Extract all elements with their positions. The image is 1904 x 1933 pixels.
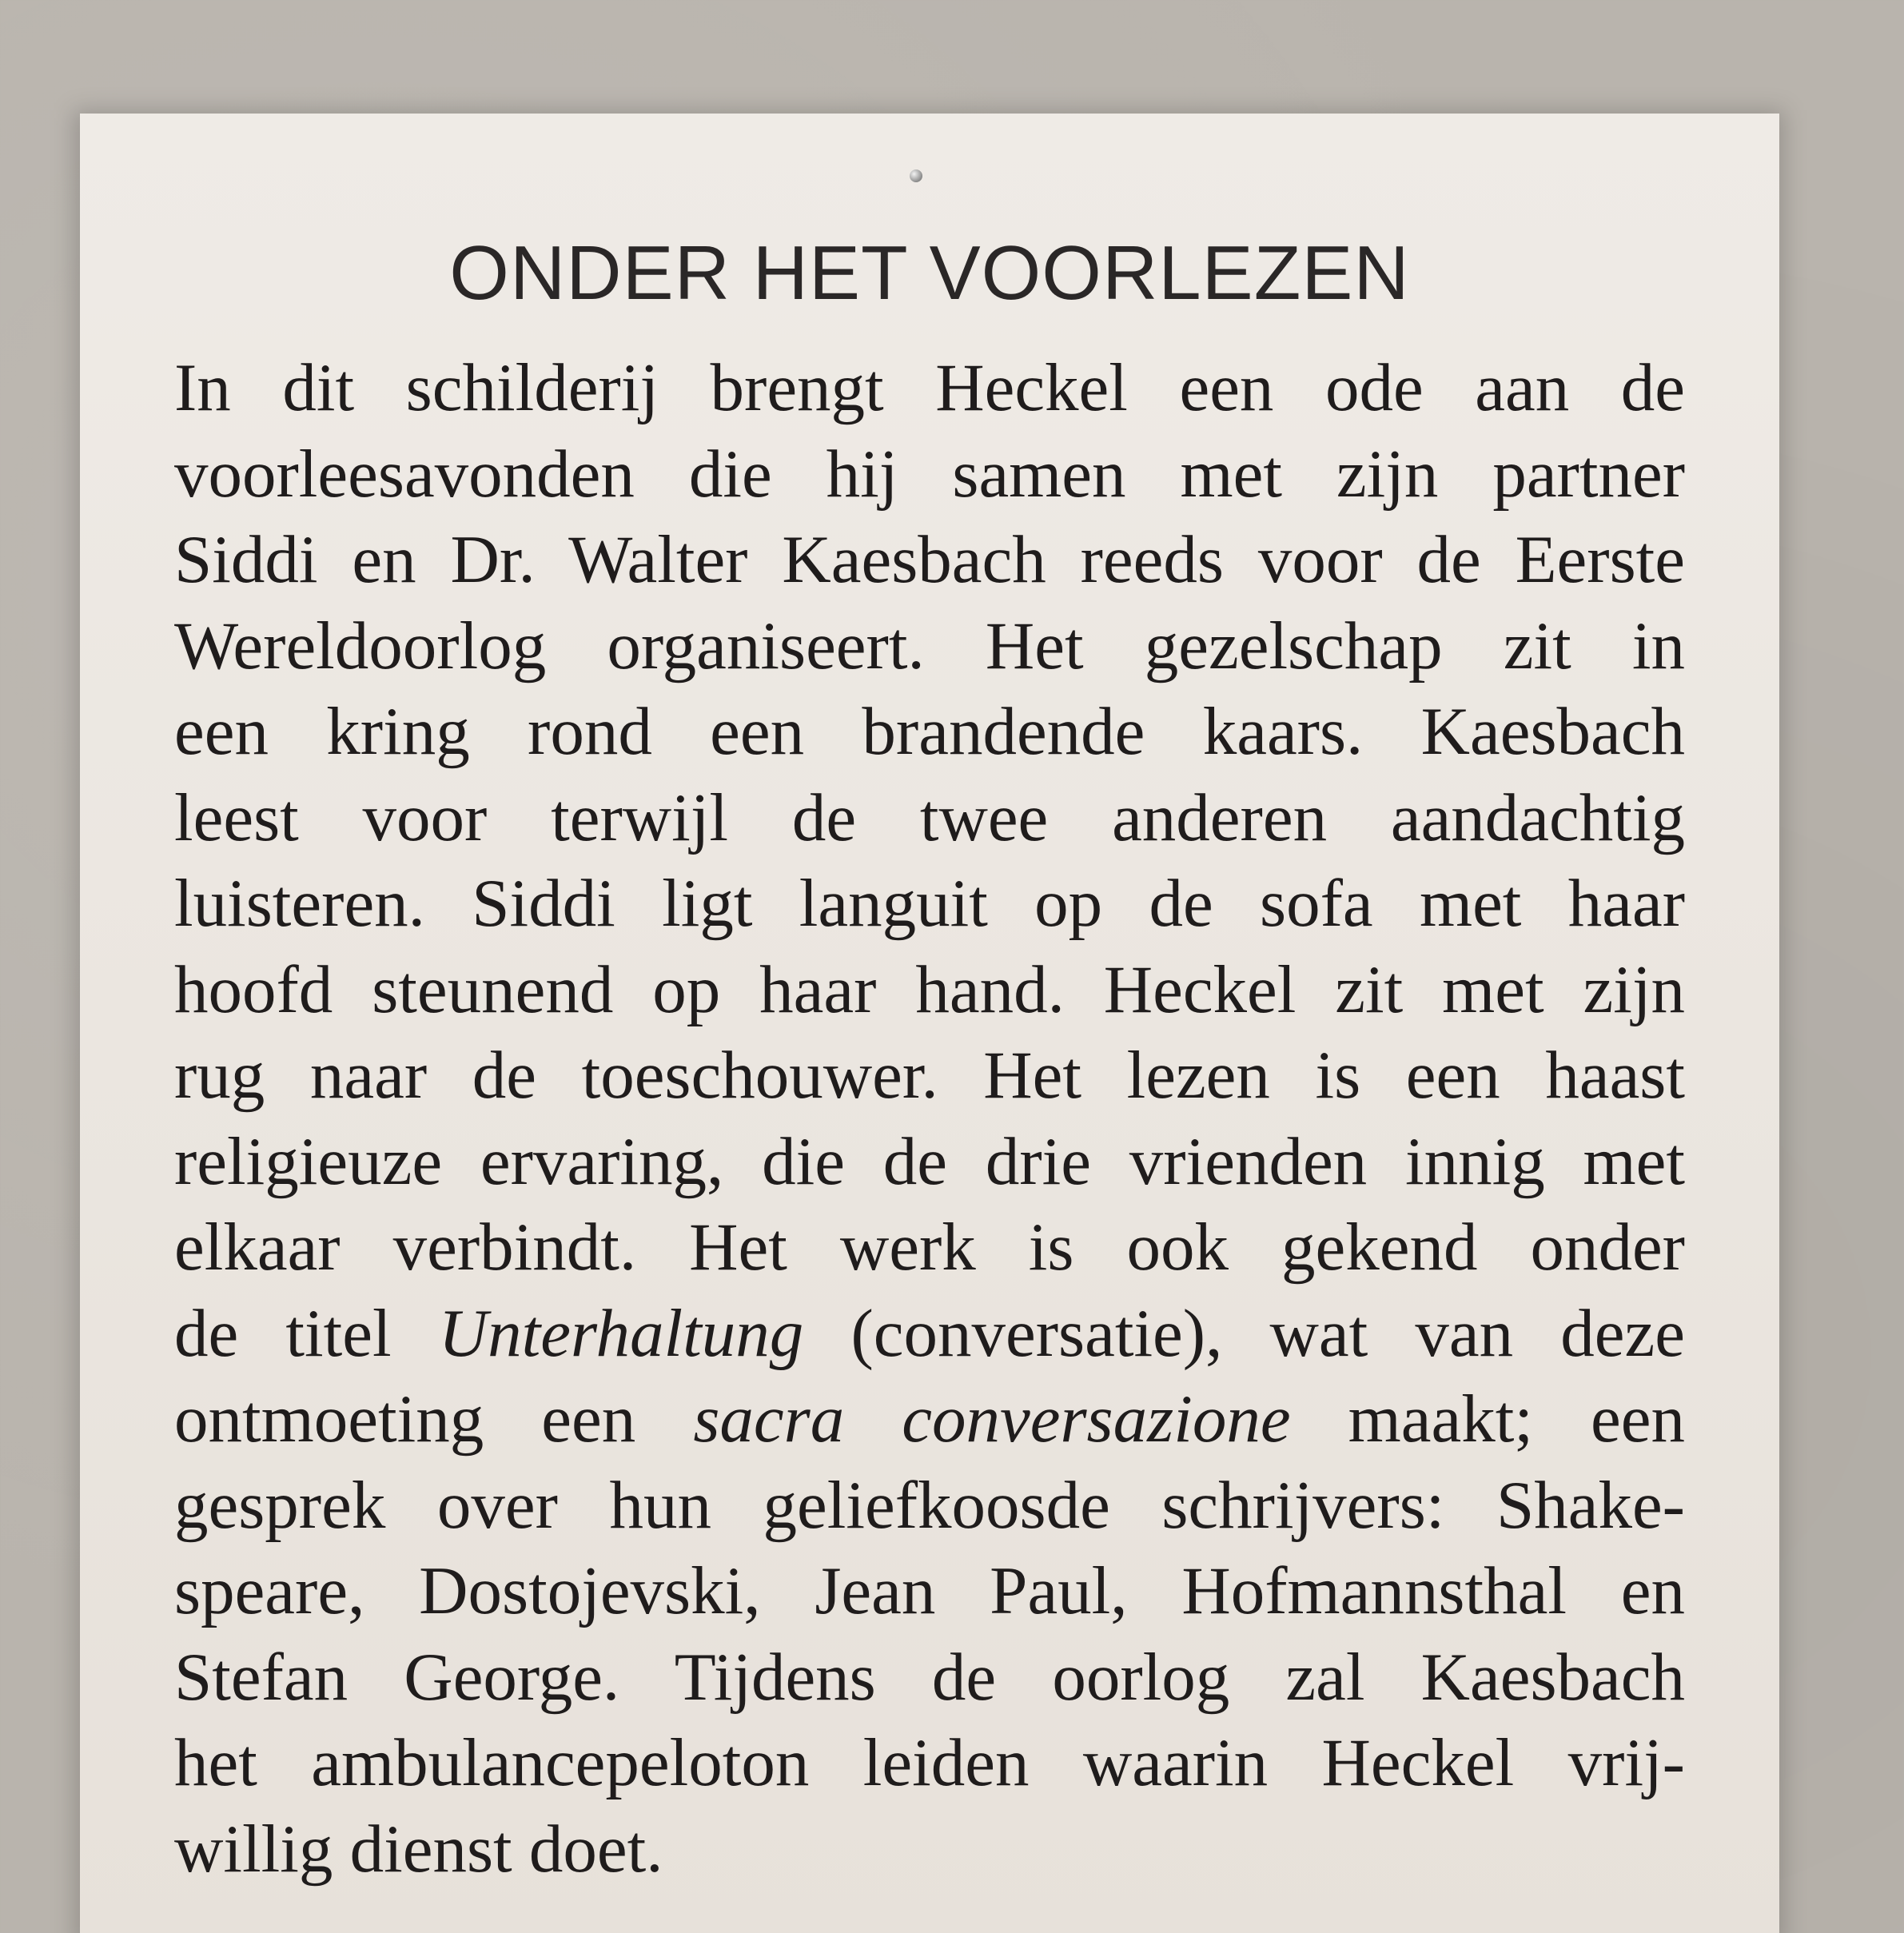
pin-hole: [910, 169, 922, 182]
body-line: [174, 432, 1685, 518]
body-text-segment: religieuze ervaring, die de drie vrienden innig met: [174, 1123, 1685, 1199]
body-text-segment: Stefan George. Tijdens de oorlog zal Kaesbach: [174, 1639, 1685, 1715]
body-text-segment: speare, Dostojevski, Jean Paul, Hofmannsthal en: [174, 1553, 1685, 1628]
body-line: [174, 1548, 1685, 1635]
italic-title-text: sacra conversazione: [693, 1381, 1291, 1457]
body-text-segment: het ambulancepeloton leiden waarin Heckel vrij-: [174, 1725, 1685, 1800]
body-line: [174, 1377, 1685, 1463]
body-text-segment: de titel: [174, 1295, 439, 1371]
label-title: ONDER HET VOORLEZEN: [449, 230, 1410, 316]
body-text-segment: maakt; een: [1290, 1381, 1685, 1457]
body-line: [174, 1635, 1685, 1721]
body-line: [174, 1033, 1685, 1119]
body-line: [174, 1463, 1685, 1549]
body-line: [174, 947, 1685, 1034]
museum-label-card: [80, 114, 1779, 1933]
body-line: [174, 1720, 1685, 1807]
body-text-segment: (conversatie), wat van deze: [803, 1295, 1685, 1371]
body-text-segment: een kring rond een brandende kaars. Kaesbach: [174, 694, 1685, 769]
label-body-text: [174, 345, 1685, 1892]
body-line: [174, 775, 1685, 862]
body-text-segment: gesprek over hun geliefkoosde schrijvers: Shake-: [174, 1467, 1685, 1543]
italic-title-text: Unterhaltung: [438, 1295, 804, 1371]
body-line: [174, 604, 1685, 690]
body-line: [174, 1291, 1685, 1377]
body-line: [174, 1119, 1685, 1206]
body-text-segment: voorleesavonden die hij samen met zijn partner: [174, 436, 1685, 512]
body-line: [174, 689, 1685, 775]
body-text-segment: leest voor terwijl de twee anderen aandachtig: [174, 779, 1685, 855]
body-line: [174, 1807, 1685, 1893]
body-text-segment: elkaar verbindt. Het werk is ook gekend onder: [174, 1210, 1685, 1285]
body-line: [174, 861, 1685, 947]
body-line: [174, 517, 1685, 604]
body-text-segment: Siddi en Dr. Walter Kaesbach reeds voor de Eerste: [174, 522, 1685, 597]
body-text-segment: ontmoeting een: [174, 1381, 694, 1457]
body-line: [174, 1205, 1685, 1291]
body-text-segment: hoofd steunend op haar hand. Heckel zit met zijn: [174, 951, 1685, 1027]
body-text-segment: In dit schilderij brengt Heckel een ode aan de: [174, 350, 1685, 425]
body-text-segment: Wereldoorlog organiseert. Het gezelschap zit in: [174, 608, 1685, 684]
body-line: [174, 345, 1685, 432]
body-text-segment: rug naar de toeschouwer. Het lezen is een haast: [174, 1038, 1685, 1113]
body-text-segment: luisteren. Siddi ligt languit op de sofa met haar: [174, 866, 1685, 941]
body-text-segment: willig dienst doet.: [174, 1811, 663, 1887]
